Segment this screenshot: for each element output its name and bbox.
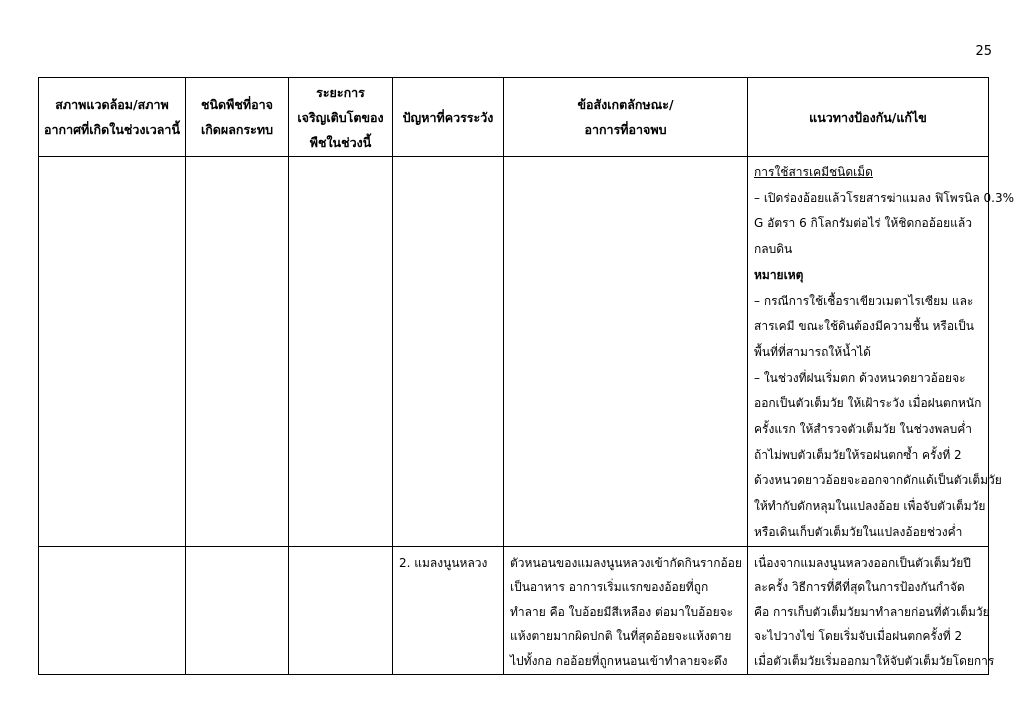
cell-prevention [748,157,1015,547]
prevention-line: เมื่อตัวเต็มวัยเริ่มออกมาให้จับตัวเต็มวัยโดยการ [754,653,995,668]
prevention-line: ออกเป็นตัวเต็มวัย ให้เฝ้าระวัง เมื่อฝนตกหนัก [754,396,982,411]
problem-label: 2. แมลงนูนหลวง [399,555,488,570]
symptom-line: ไปทั้งกอ กออ้อยที่ถูกหนอนเข้าทำลายจะดึง [510,653,728,668]
cell-environment [39,157,186,547]
header-growth-stage: ระยะการ เจริญเติบโตของ พืชในช่วงนี้ [289,78,393,157]
header-prevention: แนวทางป้องกัน/แก้ไข [748,78,989,157]
prevention-line: จะไปวางไข่ โดยเริ่มจับเมื่อฝนตกครั้งที่ 2 [754,629,963,644]
page-number: 25 [975,44,992,59]
cell-problem [393,546,504,674]
prevention-line: เนื่องจากแมลงนูนหลวงออกเป็นตัวเต็มวัยปี [754,555,971,570]
prevention-line: ให้ทำกับดักหลุมในแปลงอ้อย เพื่อจับตัวเต็มวัย [754,499,986,514]
header-symptoms: ข้อสังเกตลักษณะ/ อาการที่อาจพบ [504,78,748,157]
prevention-line: ครั้งแรก ให้สำรวจตัวเต็มวัย ในช่วงพลบค่ำ [754,422,973,437]
table-row [39,157,989,547]
prevention-line: ถ้าไม่พบตัวเต็มวัยให้รอฝนตกซ้ำ ครั้งที่ 2 [754,447,962,462]
prevention-line: – กรณีการใช้เชื้อราเขียวเมตาไรเซียม และ [754,293,974,308]
symptom-line: ตัวหนอนของแมลงนูนหลวงเข้ากัดกินรากอ้อย [510,555,742,570]
prevention-line: ละครั้ง วิธีการที่ดีที่สุดในการป้องกันกำจัด [754,580,965,595]
note-heading: หมายเหตุ [754,267,804,282]
cell-prevention [748,546,995,674]
cell-affected-crops [186,546,289,674]
header-affected-crops: ชนิดพืชที่อาจ เกิดผลกระทบ [186,78,289,157]
prevention-line: คือ การเก็บตัวเต็มวัยมาทำลายก่อนที่ตัวเต็มวัย [754,604,990,619]
cell-affected-crops [186,157,289,547]
prevention-line: G อัตรา 6 กิโลกรัมต่อไร่ ให้ชิดกออ้อยแล้ว [754,216,972,231]
prevention-line: พื้นที่ที่สามารถให้น้ำได้ [754,344,871,359]
cell-symptoms [504,546,748,674]
cell-environment [39,546,186,674]
table-row [39,546,989,674]
symptom-line: ทำลาย คือ ใบอ้อยมีสีเหลือง ต่อมาใบอ้อยจะ [510,604,734,619]
cell-growth-stage [289,546,393,674]
prevention-line: – ในช่วงที่ฝนเริ่มตก ด้วงหนวดยาวอ้อยจะ [754,370,966,385]
pest-guidance-table [38,77,1015,675]
symptom-line: แห้งตายมากผิดปกติ ในที่สุดอ้อยจะแห้งตาย [510,629,732,644]
header-problems: ปัญหาที่ควรระวัง [393,78,504,157]
cell-problem [393,157,504,547]
prevention-line: สารเคมี ขณะใช้ดินต้องมีความชื้น หรือเป็น [754,319,974,334]
prevention-heading-chemical: การใช้สารเคมีชนิดเม็ด [754,165,873,179]
header-environment: สภาพแวดล้อม/สภาพ อากาศที่เกิดในช่วงเวลานี้ [39,78,186,157]
prevention-line: – เปิดร่องอ้อยแล้วโรยสารฆ่าแมลง ฟิโพรนิล 0.3% [754,190,1015,205]
symptom-line: เป็นอาหาร อาการเริ่มแรกของอ้อยที่ถูก [510,580,709,595]
prevention-line: หรือเดินเก็บตัวเต็มวัยในแปลงอ้อยช่วงค่ำ [754,524,963,539]
table-header-row [39,78,989,157]
prevention-line: กลบดิน [754,242,793,257]
cell-growth-stage [289,157,393,547]
cell-symptoms [504,157,748,547]
prevention-line: ด้วงหนวดยาวอ้อยจะออกจากดักแด้เป็นตัวเต็มวัย [754,473,1002,488]
